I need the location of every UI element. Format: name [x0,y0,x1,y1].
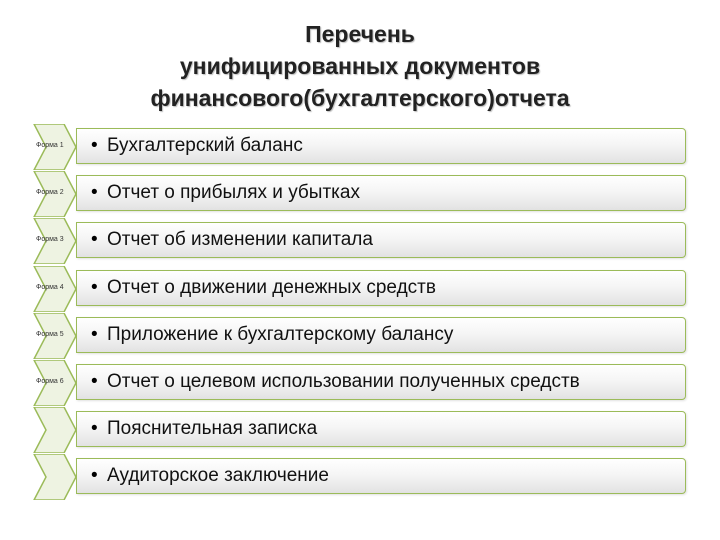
bullet: • [91,418,98,439]
bullet: • [91,229,98,250]
item-bar [76,270,686,306]
bullet: • [91,135,98,156]
item-bar [76,222,686,258]
form-label: Форма 6 [36,378,64,385]
item-text: Отчет о прибылях и убытках [107,182,360,203]
list-item [32,360,686,406]
list-item [32,218,686,264]
item-bar [76,411,686,447]
list-item [32,171,686,217]
title-line-2: унифицированных документов [179,53,541,79]
item-bar [76,458,686,494]
item-bar [76,364,686,400]
item-text: Отчет о движении денежных средств [107,277,436,298]
form-label: Форма 3 [36,236,64,243]
item-text: Приложение к бухгалтерскому балансу [107,324,454,345]
item-text: Отчет об изменении капитала [107,229,373,250]
chevron-icon [32,407,78,453]
list-item [32,454,686,500]
item-text: Бухгалтерский баланс [107,135,303,156]
list-item [32,266,686,312]
bullet: • [91,465,98,486]
bullet: • [91,182,98,203]
item-text: Пояснительная записка [107,418,318,439]
bullet: • [91,324,98,345]
form-label: Форма 2 [36,189,64,196]
form-label: Форма 5 [36,331,64,338]
item-text: Аудиторское заключение [107,465,329,486]
form-label: Форма 1 [36,142,64,149]
page-title [120,18,600,114]
title-line-1: Перечень [305,21,415,47]
chevron-icon [32,454,78,500]
bullet: • [91,371,98,392]
bullet: • [91,277,98,298]
item-bar [76,175,686,211]
form-label: Форма 4 [36,284,64,291]
item-bar [76,128,686,164]
list-item [32,313,686,359]
item-bar [76,317,686,353]
list-item [32,124,686,170]
title-line-3: финансового(бухгалтерского)отчета [150,85,570,111]
list-item [32,407,686,453]
item-text: Отчет о целевом использовании полученных средств [107,371,580,392]
